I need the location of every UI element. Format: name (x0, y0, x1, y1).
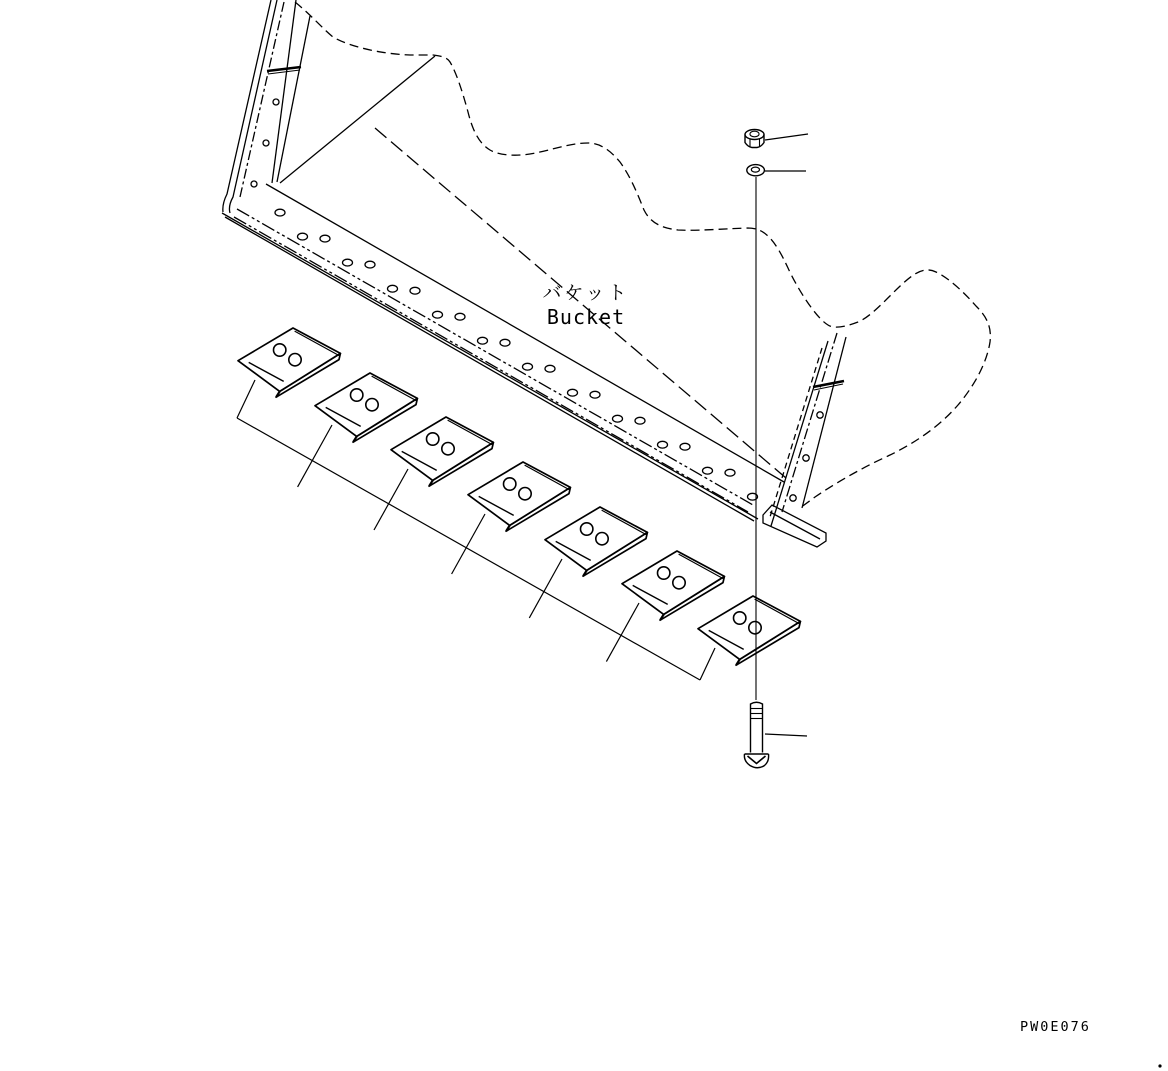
edge-protector-plate-3 (391, 417, 493, 486)
edge-protector-plate-5 (545, 507, 647, 576)
right-joint-mark (813, 381, 844, 387)
bucket-top-edge (295, 2, 990, 508)
leader-line-plate-1 (237, 380, 255, 418)
edge-protector-plates (238, 328, 800, 665)
edge-protector-plate-6 (622, 551, 724, 620)
edge-protector-plate-2 (315, 373, 417, 442)
nut-leader-line (765, 134, 808, 140)
strip-bolt-holes (275, 209, 758, 500)
corner-dot (1158, 1064, 1161, 1067)
part-code: PW0E076 (1020, 1019, 1091, 1035)
leader-line-plate-4 (452, 514, 485, 574)
washer-part (747, 165, 765, 176)
cutting-edge-top-line (266, 184, 784, 482)
right-foot-bracket (763, 505, 826, 547)
leader-line-plate-3 (374, 469, 408, 530)
edge-protector-plate-7 (698, 596, 800, 665)
edge-protector-plate-1 (238, 328, 340, 397)
bolt-leader-line (765, 734, 807, 736)
bucket-inner-crease (280, 56, 435, 183)
bolt-part (744, 702, 768, 768)
nut-part (745, 130, 764, 148)
bucket-body (222, 0, 990, 547)
edge-protector-plate-4 (468, 462, 570, 531)
left-side-plate (223, 0, 310, 213)
leader-line-plate-5 (529, 559, 562, 618)
right-side-plate (763, 333, 846, 547)
bucket-label-en: Bucket (546, 305, 626, 329)
bucket-label-ja: バケット (542, 282, 630, 304)
leader-line-plate-7 (700, 648, 715, 680)
leader-line-plate-2 (298, 425, 332, 487)
leader-line-plate-6 (606, 603, 639, 662)
